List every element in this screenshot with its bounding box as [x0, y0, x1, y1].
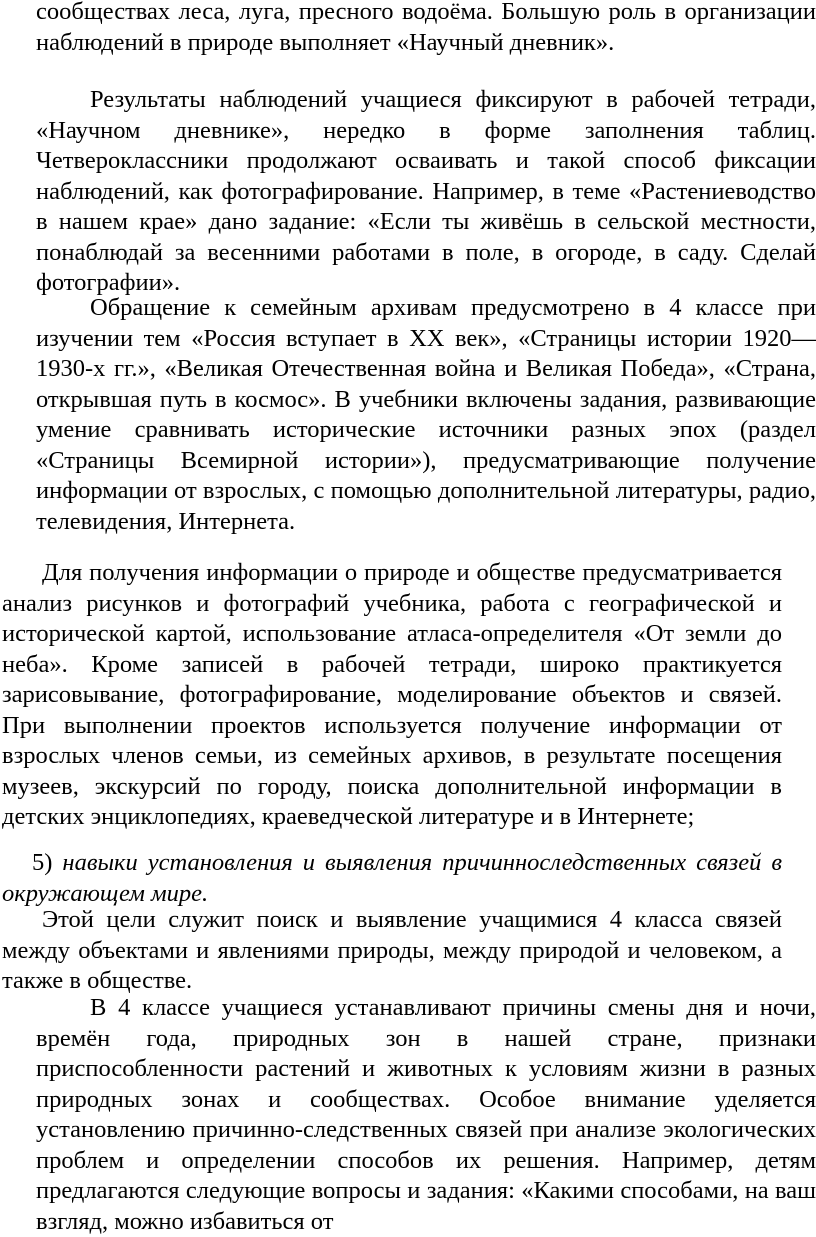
- list-item-emphasis: навыки установления и выявления причинноследственных связей в окружающем мире.: [2, 849, 782, 907]
- list-number: 5): [32, 849, 53, 876]
- paragraph-3: Обращение к семейным архивам предусмотрено в 4 классе при изучении тем «Россия вступает в XX век», «Страницы истории 1920—1930-х гг.», «Великая Отечественная война и Великая Победа», «Страна, открывшая путь в космос». В учебники включены задания, развивающие умение сравнивать исторические источники разных эпох (раздел «Страницы Всемирной истории»), предусматривающие получение информации от взрослых, с помощью дополнительной литературы, радио, телевидения, Интернета.: [36, 294, 816, 535]
- paragraph-5-list-item: [2, 848, 782, 909]
- paragraph-6: Этой цели служит поиск и выявление учащимися 4 класса связей между объектами и явлениями природы, между природой и человеком, а также в обществе.: [2, 906, 782, 994]
- paragraph-1: сообществах леса, луга, пресного водоёма. Большую роль в организации наблюдений в природе выполняет «Научный дневник».: [36, 0, 816, 56]
- paragraph-7: В 4 классе учащиеся устанавливают причины смены дня и ночи, времён года, природных зон в нашей стране, признаки приспособленности растений и животных к условиям жизни в разных природных зонах и сообществах. Особое внимание уделяется установлению причинно-следственных связей при анализе экологических проблем и определении способов их решения. Например, детям предлагаются следующие вопросы и задания: «Какими способами, на ваш взгляд, можно избавиться от: [36, 994, 816, 1235]
- paragraph-4: Для получения информации о природе и обществе предусматривается анализ рисунков и фотографий учебника, работа с географической и исторической картой, использование атласа-определителя «От земли до неба». Кроме записей в рабочей тетради, широко практикуется зарисовывание, фотографирование, моделирование объектов и связей. При выполнении проектов используется получение информации от взрослых членов семьи, из семейных архивов, в результате посещения музеев, экскурсий по городу, поиска дополнительной информации в детских энциклопедиях, краеведческой литературе и в Интернете;: [2, 559, 782, 830]
- paragraph-2: Результаты наблюдений учащиеся фиксируют в рабочей тетради, «Научном дневнике», нередко в форме заполнения таблиц. Четвероклассники продолжают осваивать и такой способ фиксации наблюдений, как фотографирование. Например, в теме «Растениеводство в нашем крае» дано задание: «Если ты живёшь в сельской местности, понаблюдай за весенними работами в поле, в огороде, в саду. Сделай фотографии».: [36, 86, 816, 296]
